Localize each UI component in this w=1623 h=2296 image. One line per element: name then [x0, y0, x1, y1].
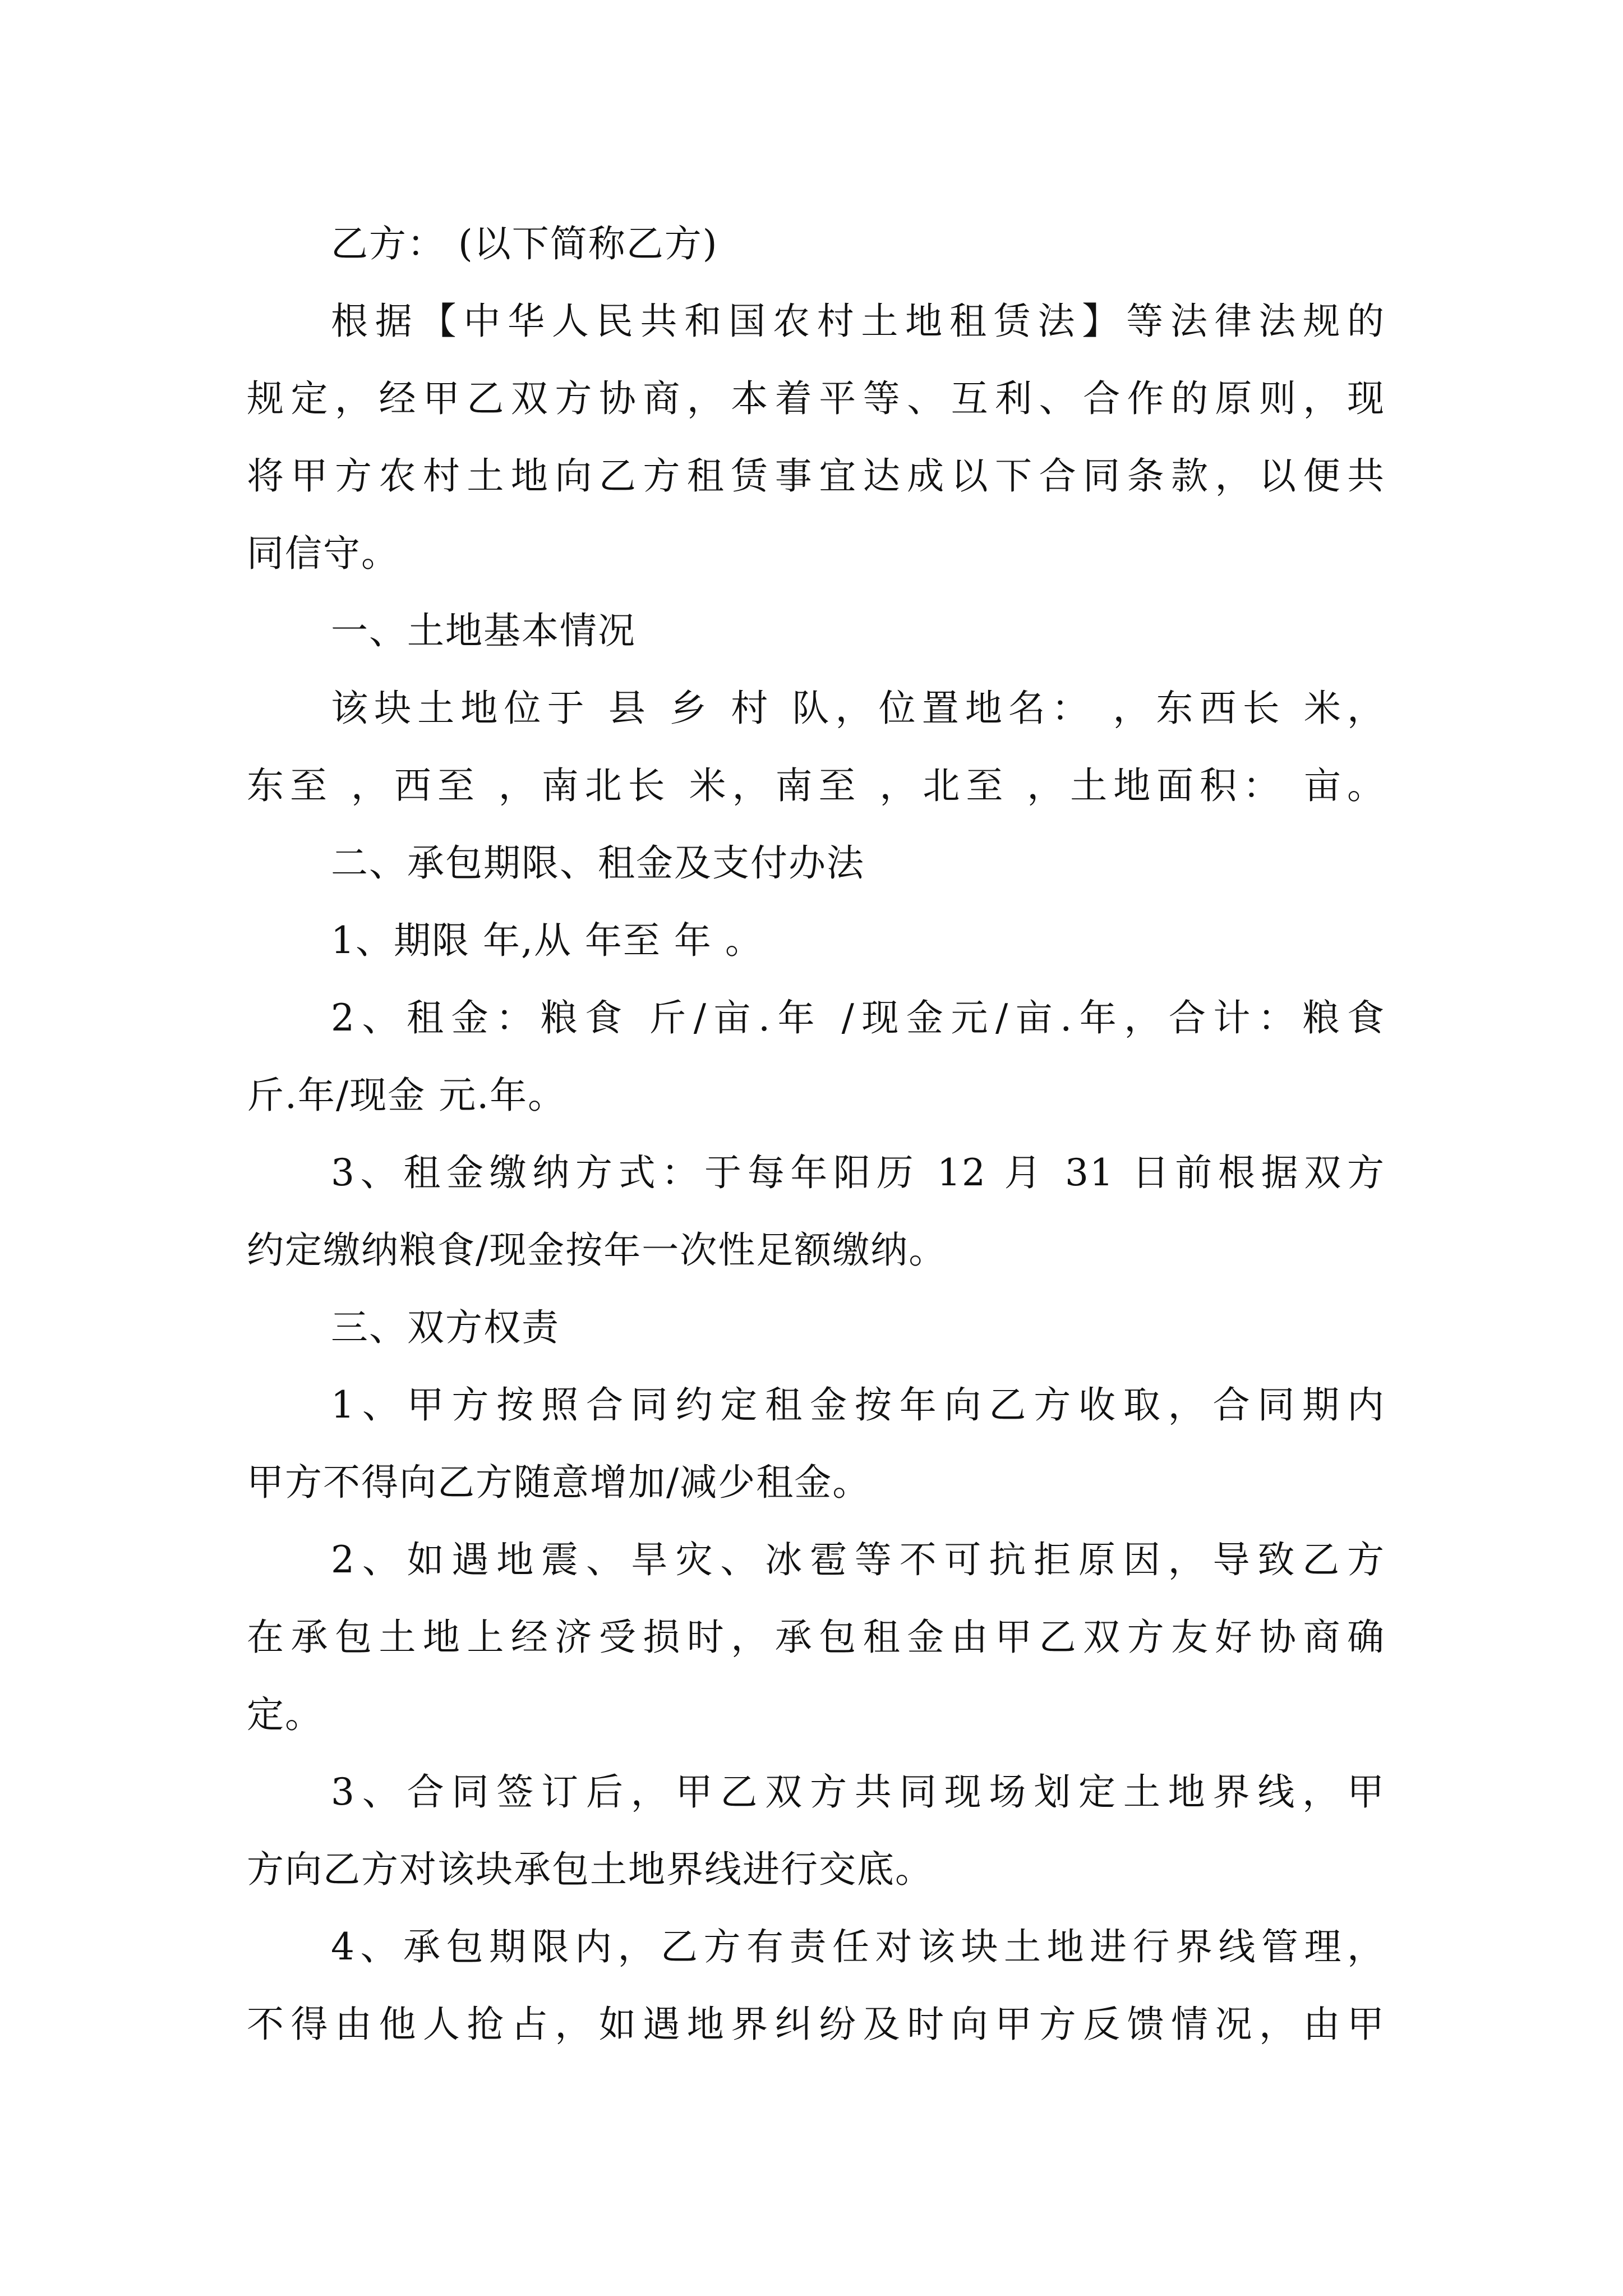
- clause-line: 约定缴纳粮食/现金按年一次性足额缴纳。: [247, 1228, 947, 1272]
- clause-line: 3、合同签订后，甲乙双方共同现场划定土地界线，甲: [331, 1770, 1385, 1814]
- clause-line: 3、租金缴纳方式：于每年阳历 12 月 31 日前根据双方: [331, 1151, 1385, 1194]
- clause-line: 1、甲方按照合同约定租金按年向乙方收取，合同期内: [331, 1383, 1385, 1427]
- clause-line: 在承包土地上经济受损时，承包租金由甲乙双方友好协商确: [247, 1616, 1385, 1659]
- party-b-line: 乙方： (以下简称乙方): [331, 222, 718, 265]
- section-heading: 三、双方权责: [331, 1306, 560, 1349]
- paragraph-line: 根据【中华人民共和国农村土地租赁法】等法律法规的: [331, 300, 1385, 343]
- clause-line: 定。: [247, 1693, 323, 1736]
- clause-line: 斤.年/现金 元.年。: [247, 1074, 566, 1117]
- clause-line: 不得由他人抢占，如遇地界纠纷及时向甲方反馈情况，由甲: [247, 2003, 1385, 2046]
- clause-line: 方向乙方对该块承包土地界线进行交底。: [247, 1848, 933, 1891]
- clause-line: 甲方不得向乙方随意增加/减少租金。: [247, 1461, 871, 1504]
- paragraph-line: 东至 ，西至 ，南北长 米，南至 ，北至 ，土地面积： 亩。: [247, 764, 1385, 807]
- section-heading: 一、土地基本情况: [331, 609, 636, 652]
- paragraph-line: 规定，经甲乙双方协商，本着平等、互利、合作的原则，现: [247, 377, 1385, 420]
- clause-line: 4、承包期限内，乙方有责任对该块土地进行界线管理，: [331, 1925, 1385, 1968]
- clause-line: 1、期限 年,从 年至 年 。: [331, 919, 763, 962]
- paragraph-line: 将甲方农村土地向乙方租赁事宜达成以下合同条款，以便共: [247, 454, 1385, 498]
- paragraph-line: 该块土地位于 县 乡 村 队，位置地名： ，东西长 米，: [331, 687, 1385, 730]
- clause-line: 2、如遇地震、旱灾、冰雹等不可抗拒原因，导致乙方: [331, 1538, 1385, 1581]
- paragraph-line: 同信守。: [247, 532, 399, 575]
- section-heading: 二、承包期限、租金及支付办法: [331, 841, 865, 885]
- document-body: [247, 205, 1385, 2063]
- clause-line: 2、租金：粮食 斤/亩.年 /现金元/亩.年，合计：粮食: [331, 996, 1385, 1039]
